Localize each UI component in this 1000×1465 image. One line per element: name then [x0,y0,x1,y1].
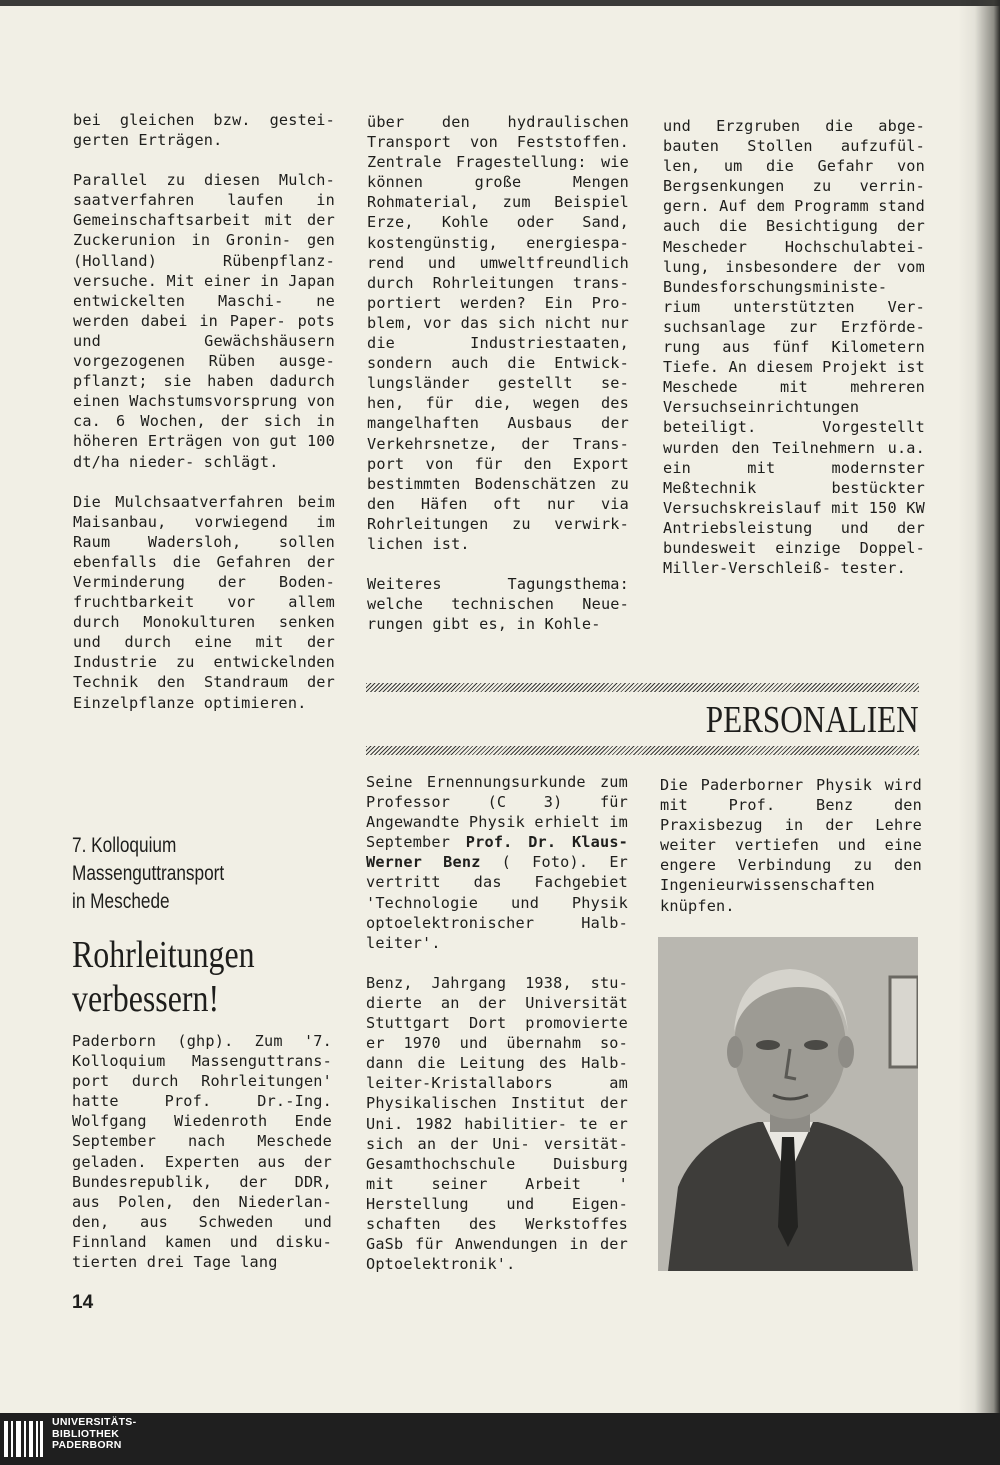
binding-shadow [958,0,1000,1413]
kicker-line-3: in Meschede [72,890,170,913]
kicker-line-1: 7. Kolloquium [72,834,177,857]
personalien-paragraph-3: Die Paderborner Physik wird mit Prof. Benz den Praxisbezug in der Lehre weiter vertiefen und eine engere Verbindung zu den Ingenieurwissenschaften knüpfen. [660,776,922,915]
professor-name: Prof. Dr. Klaus-Werner Benz [366,833,629,872]
headline-line-1: Rohrleitungen [72,934,255,976]
personalien-text-b: ( Foto). Er vertritt das Fachgebiet 'Technologie und Physik optoelektronischer Halb- leiter'. [366,853,629,952]
article2-body [72,1031,332,1272]
library-name-line-3: PADERBORN [52,1439,122,1451]
article-column-1 [73,110,335,713]
portrait-photo [658,937,918,1271]
article2-paragraph: Paderborn (ghp). Zum '7. Kolloquium Massenguttrans- port durch Rohrleitungen' hatte Prof. Dr.-Ing. Wolfgang Wiedenroth Ende September nach Meschede geladen. Experten aus der Bundesrepublik, der DDR, aus Polen, den Niederlan- den, aus Schweden und Finnland kamen und disku- tierten drei Tage lang [72,1032,332,1272]
portrait-illustration [658,937,918,1271]
kicker-line-2: Massenguttransport [72,862,225,885]
library-footer [0,1413,1000,1465]
library-logo-icon [4,1419,44,1459]
personalien-paragraph-1 [366,772,628,953]
section-rule-bottom [366,746,919,755]
article-column-3 [663,116,925,578]
col1-paragraph-2: Parallel zu diesen Mulch- saatverfahren laufen in Gemeinschaftsarbeit mit der Zuckerunion in Gronin- gen (Holland) Rübenpflanz- versuche. Mit einer in Japan entwickelten Maschi- ne werden dabei in Paper- pots und Gewächshäusern vorgezogenen Rüben ausge- pflanzt; sie haben dadurch einen Wachstumsvorsprung von ca. 6 Wochen, der sich in höheren Erträgen von gut 100 dt/ha nieder- schlägt. [73,171,335,471]
article-kicker [72,832,293,916]
page-top-edge [0,0,1000,6]
personalien-column-2 [660,775,922,916]
article-headline [72,933,324,1021]
library-name-line-2: BIBLIOTHEK [52,1427,120,1440]
library-name [52,1417,136,1452]
col1-paragraph-1: bei gleichen bzw. gestei- gerten Erträgen. [73,111,335,150]
page-number: 14 [72,1292,94,1313]
section-rule-top [366,683,919,692]
personalien-paragraph-2: Benz, Jahrgang 1938, stu- dierte an der Universität Stuttgart Dort promovierte er 1970 und übernahm so- dann die Leitung des Halb- leiter-Kristallabors am Physikalischen Institut der Uni. 1982 habilitier- te er sich an der Uni- versität-Gesamthochschule Duisburg mit seiner Arbeit ' Herstellung und Eigen- schaften des Werkstoffes GaSb für Anwendungen in der Optoelektronik'. [366,973,628,1274]
section-title-text: PERSONALIEN [706,699,919,741]
article-column-2 [367,112,629,634]
library-name-line-1: UNIVERSITÄTS- [52,1416,137,1428]
personalien-text-a: Seine Ernennungsurkunde zum Professor (C 3) für Angewandte Physik erhielt im September [366,773,628,852]
col3-paragraph-1: und Erzgruben die abge- bauten Stollen aufzufül- len, um die Gefahr von Bergsenkungen zu verrin- gern. Auf dem Programm stand auch die Besichtigung der Mescheder Hochschulabtei- lung, insbesondere der vom Bundesforschungsministe- rium unterstützten Ver- suchsanlage zur Erzförde- rung aus fünf Kilometern Tiefe. An diesem Projekt ist Meschede mit mehreren Versuchseinrichtungen beteiligt. Vorgestellt wurden den Teilnehmern u.a. ein mit modernster Meßtechnik bestückter Versuchskreislauf mit 150 KW Antriebsleistung und der bundesweit einzige Doppel-Miller-Verschleiß- tester. [663,117,925,578]
col1-paragraph-3: Die Mulchsaatverfahren beim Maisanbau, vorwiegend im Raum Wadersloh, sollen ebenfalls die Gefahren der Verminderung der Boden- fruchtbarkeit vor allem durch Monokulturen senken und durch eine mit der Industrie zu entwickelnden Technik den Standraum der Einzelpflanze optimieren. [73,492,335,712]
section-title-personalien [366,698,919,742]
headline-line-2: verbessern! [72,978,220,1020]
col2-paragraph-1: über den hydraulischen Transport von Feststoffen. Zentrale Fragestellung: wie können große Mengen Rohmaterial, zum Beispiel Erze, Kohle oder Sand, kostengünstig, energiespa- rend und umweltfreundlich durch Rohrleitungen trans- portiert werden? Ein Pro- blem, vor das sich nicht nur die Industriestaaten, sondern auch die Entwick- lungsländer gestellt se- hen, für die, wegen des mangelhaften Ausbaus der Verkehrsnetze, der Trans- port von für den Export bestimmten Bodenschätzen zu den Häfen oft nur via Rohrleitungen zu verwirk- lichen ist. [367,113,629,553]
col2-paragraph-2: Weiteres Tagungsthema: welche technischen Neue- rungen gibt es, in Kohle- [367,575,629,634]
personalien-column-1 [366,772,628,1274]
